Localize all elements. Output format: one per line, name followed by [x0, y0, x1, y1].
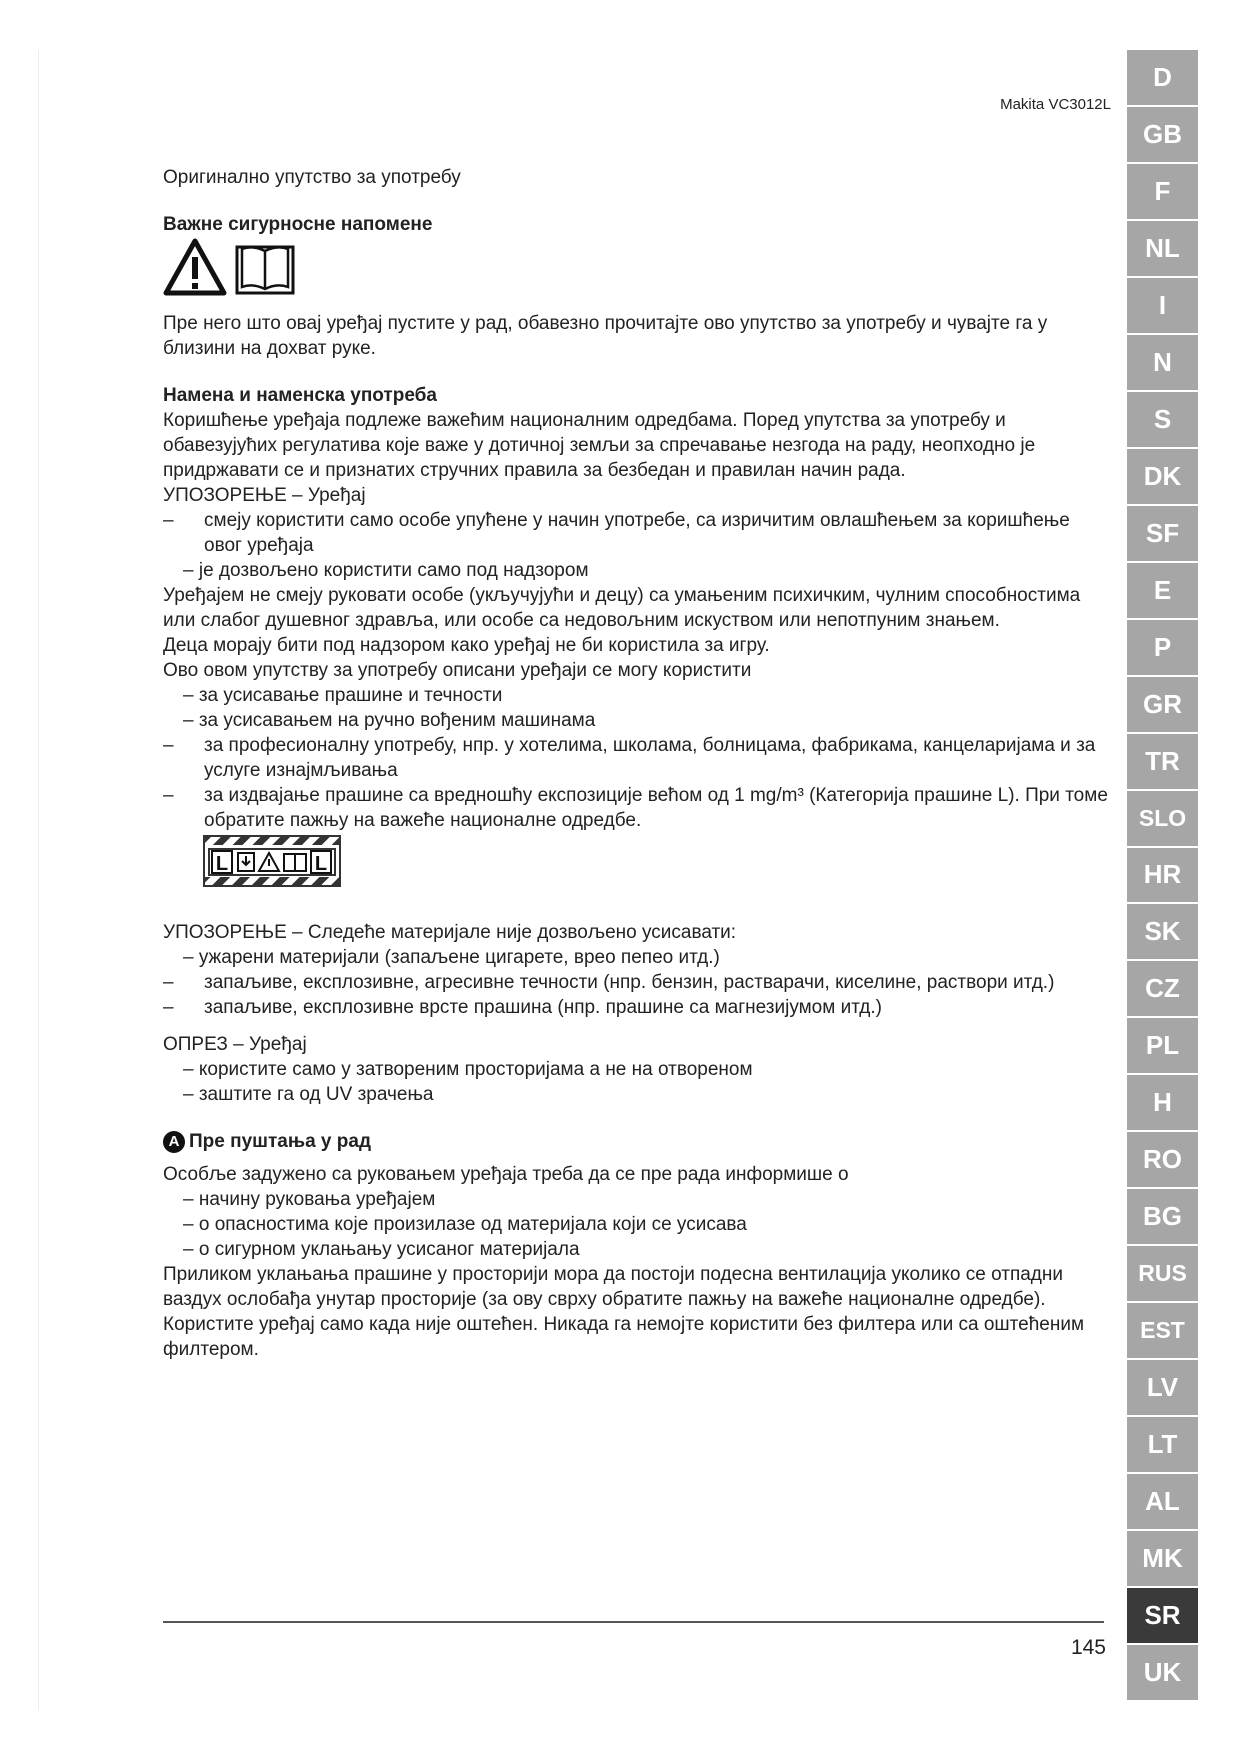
language-tab-al[interactable]: AL: [1127, 1474, 1198, 1531]
startup-para-1: Приликом уклањања прашине у просторији мора да постоји подесна вентилација уколико се отпадни ваздух ослобађа унутар просторије (за ову сврху обратите пажњу на важеће националне одредбе).: [163, 1264, 1063, 1310]
language-tab-ro[interactable]: RO: [1127, 1132, 1198, 1189]
language-tab-f[interactable]: F: [1127, 164, 1198, 221]
list-item: – о сигурном уклањању усисаног материјала: [183, 1239, 580, 1260]
language-tab-pl[interactable]: PL: [1127, 1018, 1198, 1075]
list-item: – запаљиве, експлозивне, агресивне течности (нпр. бензин, растварачи, киселине, раствори итд.): [163, 972, 1055, 993]
language-tab-cz[interactable]: CZ: [1127, 961, 1198, 1018]
language-tab-nl[interactable]: NL: [1127, 221, 1198, 278]
list-dash: –: [163, 735, 174, 756]
language-tab-i[interactable]: I: [1127, 278, 1198, 335]
safety-icons: [163, 237, 1109, 297]
safety-intro: Пре него што овај уређај пустите у рад, обавезно прочитајте ово упутство за употребу и чувајте га у близини на дохват руке.: [163, 313, 1048, 359]
warning-2-title: УПОЗОРЕЊЕ – Следеће материјале није дозвољено усисавати:: [163, 922, 737, 943]
list-item: – смеју користити само особе упућене у начин употребе, са изричитим овлашћењем за коришћење овог уређаја: [163, 510, 1070, 556]
list-item: – о опасностима које произилазе од материјала који се усисава: [183, 1214, 747, 1235]
model-name: Makita VC3012L: [1000, 96, 1111, 113]
startup-para-2: Користите уређај само када није оштећен. Никада га немојте користити без филтера или са оштећеним филтером.: [163, 1314, 1085, 1360]
language-tab-d[interactable]: D: [1127, 50, 1198, 107]
list-dash: –: [163, 785, 174, 806]
list-dash: –: [163, 972, 174, 993]
language-tab-uk[interactable]: UK: [1127, 1645, 1198, 1702]
caution-title: ОПРЕЗ – Уређај: [163, 1034, 307, 1055]
language-tab-slo[interactable]: SLO: [1127, 791, 1198, 848]
language-tab-dk[interactable]: DK: [1127, 449, 1198, 506]
language-tab-hr[interactable]: HR: [1127, 848, 1198, 905]
language-tab-bg[interactable]: BG: [1127, 1189, 1198, 1246]
page-number: 145: [1070, 1636, 1106, 1659]
language-tab-s[interactable]: S: [1127, 392, 1198, 449]
purpose-para-3: Деца морају бити под надзором како уређај не би користила за игру.: [163, 635, 770, 656]
language-tab-est[interactable]: EST: [1127, 1303, 1198, 1360]
section-a-marker: A: [163, 1131, 185, 1153]
startup-heading: A Пре пуштања у рад: [163, 1129, 1109, 1154]
list-item: – за издвајање прашине са вредношћу експозиције већом од 1 mg/m³ (Категорија прашине L). При томе обратите пажњу на важеће националне одредбе.: [163, 785, 1108, 831]
language-tab-lv[interactable]: LV: [1127, 1360, 1198, 1417]
list-item: – користите само у затвореним просторијама а не на отвореном: [183, 1059, 753, 1080]
language-tabs: [1127, 50, 1198, 1702]
purpose-para-2: Уређајем не смеју руковати особе (укључујући и децу) са умањеним психичким, чулним способностима или слабог душевног здравља, или особе са недовољним искуством или непотпуним знањем.: [163, 585, 1081, 631]
warning-1-title: УПОЗОРЕЊЕ – Уређај: [163, 485, 366, 506]
language-tab-lt[interactable]: LT: [1127, 1417, 1198, 1474]
language-tab-gb[interactable]: GB: [1127, 107, 1198, 164]
main-content: [163, 165, 1109, 1362]
purpose-heading: Намена и наменска употреба: [163, 385, 437, 406]
list-dash: –: [163, 997, 174, 1018]
manual-book-icon: [233, 237, 297, 297]
list-dash: –: [163, 510, 174, 531]
language-tab-sr[interactable]: SR: [1127, 1588, 1198, 1645]
language-tab-gr[interactable]: GR: [1127, 677, 1198, 734]
list-item: – запаљиве, експлозивне врсте прашина (нпр. прашине са магнезијумом итд.): [163, 997, 882, 1018]
list-item: – заштите га од UV зрачења: [183, 1084, 434, 1105]
list-item: – за професионалну употребу, нпр. у хотелима, школама, болницама, фабрикама, канцеларијама и за услуге изнајмљивања: [163, 735, 1096, 781]
list-item: – је дозвољено користити само под надзором: [183, 560, 589, 581]
language-tab-p[interactable]: P: [1127, 620, 1198, 677]
footer-divider: [163, 1621, 1104, 1623]
language-tab-rus[interactable]: RUS: [1127, 1246, 1198, 1303]
list-item: – ужарени материјали (запаљене цигарете, врео пепео итд.): [183, 947, 720, 968]
language-tab-n[interactable]: N: [1127, 335, 1198, 392]
use-intro: Ово овом упутству за употребу описани уређаји се могу користити: [163, 660, 752, 681]
language-tab-h[interactable]: H: [1127, 1075, 1198, 1132]
warning-triangle-icon: [163, 237, 227, 297]
language-tab-mk[interactable]: MK: [1127, 1531, 1198, 1588]
language-tab-tr[interactable]: TR: [1127, 734, 1198, 791]
list-item: – за усисавањем на ручно вођеним машинама: [183, 710, 596, 731]
language-tab-e[interactable]: E: [1127, 563, 1198, 620]
dust-class-l-badge: [203, 835, 341, 887]
language-tab-sk[interactable]: SK: [1127, 904, 1198, 961]
language-tab-sf[interactable]: SF: [1127, 506, 1198, 563]
doc-title: Оригинално упутство за употребу: [163, 167, 461, 188]
list-item: – начину руковања уређајем: [183, 1189, 436, 1210]
page-edge: [38, 50, 39, 1710]
purpose-para-1: Коришћење уређаја подлеже важећим националним одредбама. Поред упутства за употребу и обавезујућих регулатива које важе у дотичној земљи за спречавање незгода на раду, неопходно је придржавати се и признатих стручних правила за безбедан и правилан начин рада.: [163, 410, 1036, 481]
safety-heading: Важне сигурносне напомене: [163, 214, 433, 235]
dust-class-letter-left: L: [215, 853, 229, 875]
dust-class-letter-right: L: [314, 853, 328, 875]
list-item: – за усисавање прашине и течности: [183, 685, 503, 706]
startup-intro: Особље задужено са руковањем уређаја треба да се пре рада информише о: [163, 1164, 849, 1185]
